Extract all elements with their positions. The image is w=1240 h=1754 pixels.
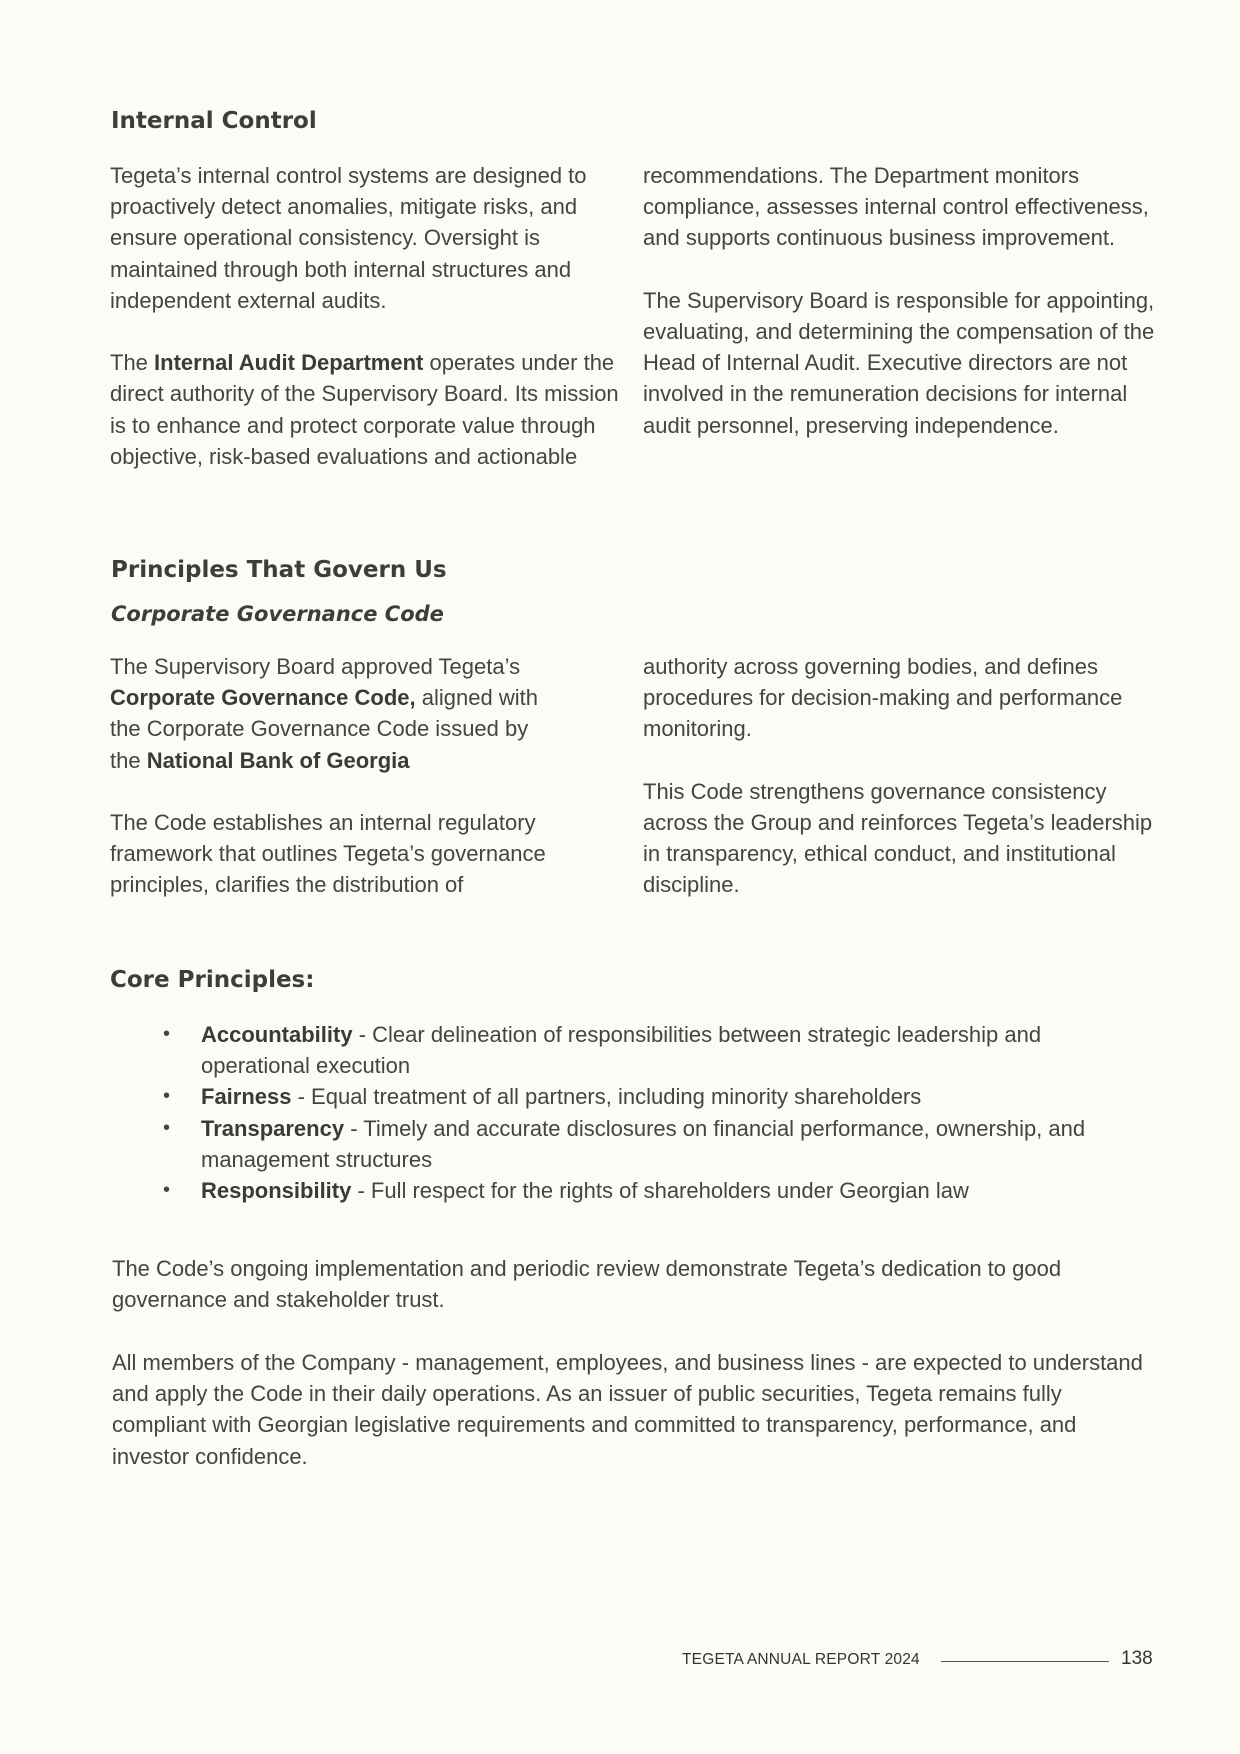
principles-right-column — [643, 651, 1163, 901]
internal-control-paragraph-4: The Supervisory Board is responsible for appointing, evaluating, and determining the compensation of the Head of Internal Audit. Executive directors are not involved in the remuneration decisions for internal audit personnel, preserving independence. — [643, 287, 1155, 438]
principle-term: Fairness — [201, 1084, 292, 1110]
closing-paragraph-2: All members of the Company - management, employees, and business lines - are expected to understand and apply the Code in their daily operations. As an issuer of public securities, Tegeta remains fully compliant with Georgian legislative requirements and committed to transparency, performance, and investor confidence. — [112, 1350, 1143, 1469]
principle-term: Transparency — [201, 1115, 345, 1141]
internal-control-paragraph-2 — [110, 347, 630, 472]
bullet-icon: • — [163, 1116, 171, 1139]
governance-code-subheading: Corporate Governance Code — [111, 602, 444, 626]
internal-audit-department-term: Internal Audit Department — [154, 350, 424, 376]
principles-paragraph-1 — [110, 651, 560, 776]
principle-description: - Timely and accurate disclosures on financial performance, ownership, and management structures — [201, 1115, 1086, 1172]
list-item — [160, 1113, 1140, 1175]
bullet-icon: • — [163, 1085, 171, 1108]
text-span: operates under the direct authority of the Supervisory Board. Its mission is to enhance and protect corporate value through objective, risk-based evaluations and actionable — [110, 350, 619, 469]
text-span: The — [110, 350, 155, 376]
core-principles-list — [160, 1019, 1140, 1206]
internal-control-paragraph-3: recommendations. The Department monitors compliance, assesses internal control effectiveness, and supports continuous business improvement. — [643, 163, 1149, 251]
list-item — [160, 1175, 1140, 1206]
text-span: The Supervisory Board approved Tegeta’s — [110, 654, 521, 679]
principles-paragraph-2: The Code establishes an internal regulatory framework that outlines Tegeta’s governance principles, clarifies the distribution of — [110, 810, 546, 898]
principle-term: Responsibility — [201, 1178, 352, 1204]
internal-control-heading: Internal Control — [111, 108, 317, 134]
principle-description: - Full respect for the rights of shareholders under Georgian law — [351, 1178, 969, 1204]
internal-control-right-column — [643, 160, 1163, 441]
page-footer — [0, 1646, 1240, 1676]
principle-description: - Clear delineation of responsibilities between strategic leadership and operational execution — [201, 1022, 1042, 1079]
internal-control-left-column — [110, 160, 630, 472]
internal-control-paragraph-1: Tegeta’s internal control systems are designed to proactively detect anomalies, mitigate risks, and ensure operational consistency. Oversight is maintained through both internal structures and independent external audits. — [110, 163, 587, 313]
bullet-icon: • — [163, 1023, 171, 1045]
bullet-icon: • — [163, 1179, 171, 1202]
footer-report-title: TEGETA ANNUAL REPORT 2024 — [682, 1651, 920, 1668]
core-principles-heading: Core Principles: — [110, 967, 315, 993]
principle-description: - Equal treatment of all partners, including minority shareholders — [291, 1084, 922, 1110]
principles-paragraph-3: authority across governing bodies, and defines procedures for decision-making and performance monitoring. — [643, 654, 1123, 742]
principle-term: Accountability — [201, 1022, 353, 1047]
national-bank-term: National Bank of Georgia — [146, 747, 410, 773]
list-item — [160, 1081, 1140, 1112]
principles-heading: Principles That Govern Us — [111, 557, 447, 583]
closing-paragraph-1: The Code’s ongoing implementation and periodic review demonstrate Tegeta’s dedication to good governance and stakeholder trust. — [112, 1256, 1062, 1313]
page-number: 138 — [1121, 1648, 1153, 1669]
footer-divider — [941, 1661, 1109, 1662]
text-span: aligned with the Corporate Governance Code issued by the — [110, 685, 538, 773]
list-item — [160, 1019, 1140, 1081]
principles-left-column — [110, 651, 630, 901]
principles-paragraph-4: This Code strengthens governance consistency across the Group and reinforces Tegeta’s leadership in transparency, ethical conduct, and institutional discipline. — [643, 778, 1153, 898]
corporate-governance-code-term: Corporate Governance Code, — [110, 685, 416, 711]
